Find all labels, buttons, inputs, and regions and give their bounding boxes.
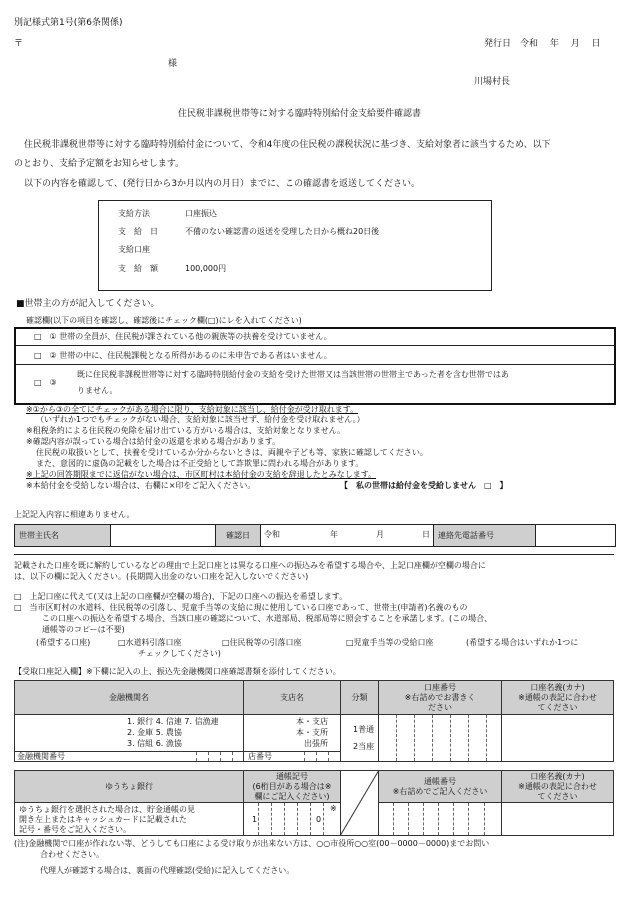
- branch-code-label: 店番号: [248, 752, 272, 761]
- yucho-number-header: 通帳番号 ※右詰めでご記入ください: [378, 770, 502, 803]
- yucho-empty-cell: [340, 770, 379, 836]
- check-item-1[interactable]: □ ① 世帯の全員が、住民税が課されている他の親族等の扶養を受けていません。: [34, 332, 332, 341]
- date-era: 令和: [264, 530, 280, 539]
- postal-mark: 〒: [14, 39, 24, 49]
- note-4: ※確認内容が誤っている場合は給付金の返還を求める場合があります。: [26, 437, 281, 446]
- holder-header: 口座名義(カナ) ※通帳の表記に合わせ てください: [501, 680, 614, 715]
- footer-note-1: (注)金融機関で口座が作れない等、どうしても口座による受け取りが出来ない方は、○○市役所○○室(00－0000－0000)までお問い: [14, 839, 490, 848]
- symbol-digit-0: 0: [316, 815, 322, 824]
- symbol-digit-1: 1: [252, 815, 258, 824]
- yucho-holder-field[interactable]: [501, 802, 614, 836]
- householder-name-field[interactable]: [111, 525, 215, 546]
- branch-name-field[interactable]: [243, 714, 341, 752]
- choice-resident-tax[interactable]: □住民税等の引落口座: [222, 638, 302, 647]
- form-number: 別記様式第1号(第6条関係): [14, 18, 123, 28]
- inst-types-2: 2. 金庫 5. 農協: [127, 728, 182, 737]
- phone-field[interactable]: [536, 525, 614, 546]
- type-ordinary[interactable]: 1普通: [353, 725, 375, 734]
- method-label: 支給方法: [118, 209, 150, 218]
- intro-line-1: 住民税非課税世帯等に対する臨時特別給付金について、令和4年度の住民税の課税状況に基づき、支給対象者に該当するため、以下: [24, 140, 551, 150]
- receive-heading: 【受取口座記入欄】※下欄に記入の上、振込先金融機関口座確認書類を添付してください。: [14, 667, 341, 676]
- issue-date: 発行日 令和 年 月 日: [484, 39, 601, 49]
- note-6: また、意図的に虚偽の記載をした場合は不正受給として詐欺罪に問われる場合があります。: [36, 459, 364, 468]
- date-label: 支 給 日: [118, 227, 158, 236]
- branch-types-1: 本・支店: [296, 717, 328, 726]
- institution-code-field[interactable]: [14, 751, 244, 762]
- phone-label: 連絡先電話番号: [434, 525, 535, 546]
- type-header: 分類: [340, 680, 379, 715]
- note-8: ※本給付金を受給しない場合は、右欄に×印をご記入ください。: [26, 481, 256, 490]
- section-divider: [14, 554, 614, 555]
- issuer: 川場村長: [474, 77, 511, 87]
- date-month[interactable]: 月: [376, 530, 384, 539]
- footer-note-3: 代理人が確認する場合は、裏面の代理確認(受給)に記入してください。: [40, 866, 295, 875]
- check-item-3-box[interactable]: □ ③: [34, 378, 57, 387]
- institution-header: 金融機関名: [14, 680, 244, 715]
- note-7: ※上記の回答期限までに返信がない場合は、市区町村は本給付金の支給を辞退したとみなします。: [26, 470, 377, 479]
- method-value: 口座振込: [185, 209, 217, 218]
- branch-types-3: 出張所: [304, 739, 328, 748]
- intro-line-2: のとおり、支給予定額をお知らせします。: [14, 159, 185, 169]
- yucho-header: ゆうちょ銀行: [14, 770, 244, 803]
- branch-code-field[interactable]: [243, 751, 341, 762]
- account-option-2-line3: 通帳等のコピーは不要): [42, 625, 125, 634]
- institution-name-field[interactable]: [14, 714, 244, 752]
- check-divider-2: [16, 364, 614, 365]
- account-option-2[interactable]: □ 当市区町村の水道料、住民税等の引落し、児童手当等の支給に現に使用している口座であって、世帯主(申請者)名義のもの: [14, 603, 468, 612]
- amount-label: 支 給 額: [118, 264, 158, 273]
- yucho-holder-header: 口座名義(カナ) ※通帳の表記に合わせ てください: [501, 770, 614, 803]
- date-value: 不備のない確認書の返送を受理した日から概ね20日後: [185, 227, 380, 236]
- account-number-header: 口座番号 ※右詰めでお書きく ださい: [378, 680, 502, 715]
- check-divider-1: [16, 345, 614, 346]
- diagonal-slash: [340, 770, 379, 836]
- choice-note: (希望する場合はいずれか1つに: [466, 638, 579, 647]
- note-5: 住民税の取扱いとして、扶養を受けているか分からないときは、両親や子ども等、家族に確認してください。: [36, 448, 428, 457]
- branch-types-2: 本・支所: [296, 728, 328, 737]
- check-item-3-line2: りません。: [77, 386, 118, 395]
- inst-types-1: 1. 銀行 4. 信連 7. 信漁連: [127, 717, 219, 726]
- confirm-date-label: 確認日: [216, 525, 260, 546]
- yucho-description: ゆうちょ銀行を選択された場合は、貯金通帳の見 開き左上またはキャッシュカードに記載された 記号・番号をご記入ください。: [14, 802, 244, 836]
- payment-info-box: [98, 200, 492, 291]
- check-item-3-line1: 既に住民税非課税世帯等に対する臨時特別給付金の支給を受けた世帯又は当該世帯の世帯主であった者を含む世帯ではあ: [77, 370, 509, 379]
- date-day[interactable]: 日: [422, 530, 430, 539]
- type-current[interactable]: 2当座: [353, 742, 375, 751]
- note-3: ※租税条約による住民税の免除を届け出ている方がいる場合は、支給対象となりません。: [26, 426, 346, 435]
- footer-note-2: 合わせください。: [40, 850, 104, 859]
- date-year[interactable]: 年: [330, 530, 338, 539]
- householder-name-label: 世帯主氏名: [15, 525, 110, 546]
- account-option-2-line2: この口座への振込を希望する場合、当該口座の確認について、水道部局、税部局等に照会することを承諾します。(この場合、: [42, 614, 493, 623]
- check-item-2[interactable]: □ ② 世帯の中に、住民税課税となる所得があるのに未申告である者はいません。: [34, 351, 332, 360]
- householder-instruction: 確認欄(以下の項目を確認し、確認後にチェック欄(□)にレを入れてください): [26, 316, 302, 325]
- type-field[interactable]: [340, 714, 379, 762]
- note-1: ※①から③の全てにチェックがある場合に限り、支給対象に該当し、給付金が受け取れます。: [26, 405, 359, 414]
- intro-line-3: 以下の内容を確認して、(発行日から3か月以内の月日）までに、この確認書を返送してください。: [24, 179, 421, 189]
- symbol-asterisk: ※: [330, 804, 337, 813]
- choice-label: (希望する口座): [36, 638, 91, 647]
- inst-code-label: 金融機関番号: [17, 752, 65, 761]
- account-option-1[interactable]: □ 上記口座に代えて(又は上記の口座欄が空欄の場合)、下記の口座への振込を希望します。: [14, 592, 348, 601]
- account-notice-1: 記載された口座を既に解約しているなどの理由で上記口座とは異なる口座への振込みを希望する場合や、上記口座欄が空欄の場合に: [14, 561, 486, 570]
- holder-name-field[interactable]: [501, 714, 614, 762]
- householder-heading: ■世帯主の方が記入してください。: [16, 299, 160, 309]
- document-title: 住民税非課税世帯等に対する臨時特別給付金支給要件確認書: [178, 109, 422, 119]
- choice-note-2: チェックしてください): [138, 649, 221, 658]
- account-label: 支給口座: [118, 245, 150, 254]
- note-2: （いずれか1つでもチェックがない場合、支給対象に該当せず、給付金を受け取れません。）: [36, 415, 365, 424]
- confirm-statement: 上記記入内容に相違ありません。: [14, 510, 135, 519]
- choice-water[interactable]: □水道料引落口座: [118, 638, 182, 647]
- amount-value: 100,000円: [185, 264, 227, 273]
- inst-types-3: 3. 信組 6. 漁協: [127, 739, 182, 748]
- decline-checkbox[interactable]: 【 私の世帯は給付金を受給しません □ 】: [340, 481, 508, 490]
- branch-header: 支店名: [243, 680, 341, 715]
- account-notice-2: は、以下の欄に記入ください。(長期間入出金のない口座を記入しないでください): [14, 572, 309, 581]
- yucho-symbol-header: 通帳記号 (6桁目がある場合は※ 欄にご記入ください): [243, 770, 341, 803]
- choice-child-allowance[interactable]: □児童手当等の受給口座: [346, 638, 434, 647]
- addressee-suffix: 様: [168, 59, 178, 69]
